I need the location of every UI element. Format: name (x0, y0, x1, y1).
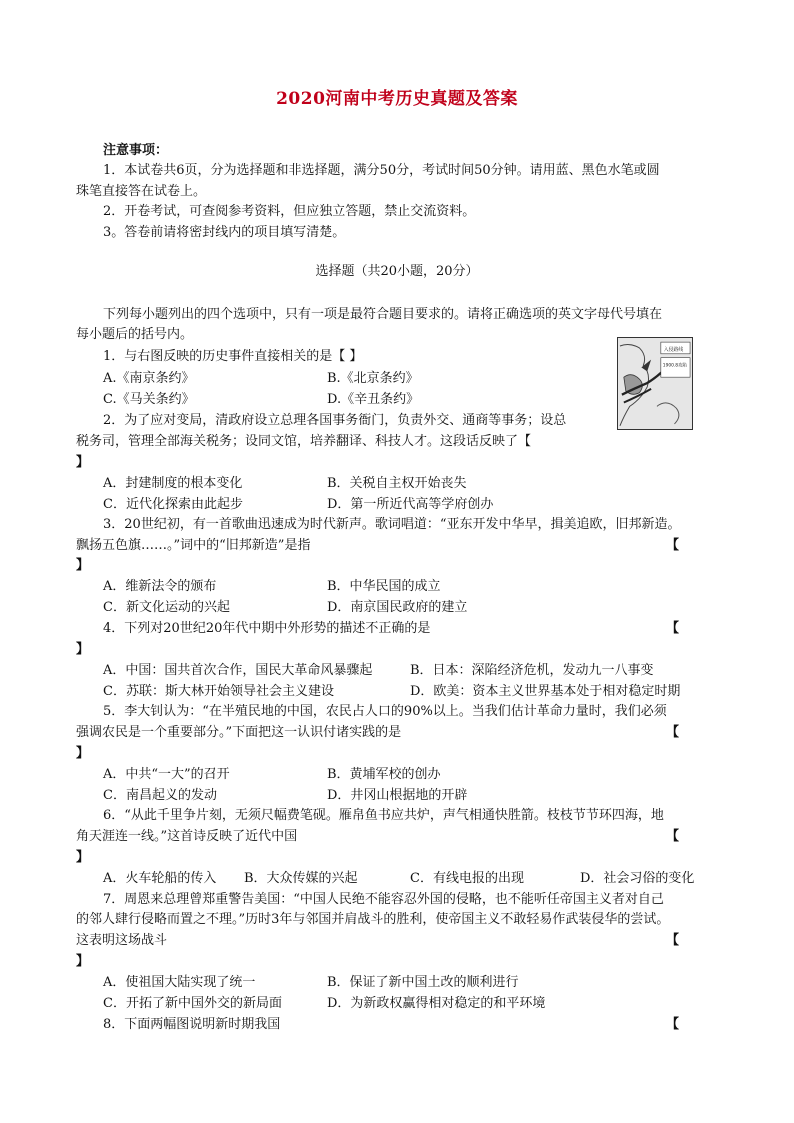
page-title: 2020河南中考历史真题及答案 (276, 89, 518, 109)
q3-stem: 3．20世纪初，有一首歌曲迅速成为时代新声。歌词唱道：“亚东开发中华早，揖美追欧，旧邦新造。 (103, 517, 681, 532)
q6-stem: 6．“从此千里争片刻，无须尺幅费笔砚。雁帛鱼书应共炉，声气相通快胜箭。枝枝节节环四海，地 (103, 808, 664, 823)
map-drawing (618, 338, 692, 429)
section-heading: 选择题（共20小题，20分） (315, 264, 479, 279)
q7-stem-cont: 的邻人肆行侵略而置之不理。”历时3年与邻国并肩战斗的胜利，使帝国主义不敢轻易作武装侵华的尝试。 (76, 912, 670, 927)
section-instructions-cont: 每小题后的括号内。 (76, 327, 194, 342)
q4-option-a[interactable]: A．中国：国共首次合作，国民大革命风暴骤起 (103, 663, 373, 678)
q5-option-b[interactable]: B．黄埔军校的创办 (327, 767, 441, 782)
q6-option-d[interactable]: D．社会习俗的变化 (580, 871, 695, 886)
q1-option-d[interactable]: D.《辛丑条约》 (327, 392, 420, 407)
notes-item-3: 3。答卷前请将密封线内的项目填写清楚。 (103, 225, 346, 240)
q8-answer-bracket-open[interactable]: 【 (666, 1017, 680, 1032)
map-legend-1: 入侵路线 (663, 346, 684, 353)
q2-stem: 2．为了应对变局，清政府设立总理各国事务衙门，负责外交、通商等事务；设总 (103, 413, 567, 428)
q1-stem: 1．与右图反映的历史事件直接相关的是【 】 (103, 349, 363, 364)
q5-option-a[interactable]: A．中共“一大”的召开 (103, 767, 230, 782)
q8-stem: 8．下面两幅图说明新时期我国 (103, 1017, 281, 1032)
q3-stem-cont: 飘扬五色旗……。”词中的“旧邦新造”是指 (76, 538, 311, 553)
q1-historical-map-image (617, 337, 693, 430)
q5-stem-cont: 强调农民是一个重要部分。”下面把这一认识付诸实践的是 (76, 725, 402, 740)
q1-option-b[interactable]: B.《北京条约》 (327, 371, 419, 386)
q5-option-d[interactable]: D．井冈山根据地的开辟 (327, 788, 468, 803)
q6-option-c[interactable]: C．有线电报的出现 (410, 871, 524, 886)
q2-stem-cont: 税务司，管理全部海关税务；设同文馆，培养翻译、科技人才。这段话反映了【 (76, 434, 532, 449)
q2-option-d[interactable]: D．第一所近代高等学府创办 (327, 497, 494, 512)
q7-option-d[interactable]: D．为新政权赢得相对稳定的和平环境 (327, 996, 546, 1011)
q7-stem-cont-2: 这表明这场战斗 (76, 933, 168, 948)
q4-answer-bracket-close: 】 (76, 642, 90, 657)
q4-answer-bracket-open[interactable]: 【 (666, 621, 680, 636)
q4-option-c[interactable]: C．苏联：斯大林开始领导社会主义建设 (103, 684, 334, 699)
q6-answer-bracket-open[interactable]: 【 (666, 829, 680, 844)
q2-option-c[interactable]: C．近代化探索由此起步 (103, 497, 243, 512)
q2-answer-bracket-close: 】 (76, 455, 90, 470)
notes-item-1-cont: 珠笔直接答在试卷上。 (76, 184, 207, 199)
notes-item-2: 2．开卷考试，可查阅参考资料，但应独立答题，禁止交流资料。 (103, 204, 476, 219)
notes-heading: 注意事项： (103, 143, 169, 158)
q7-option-a[interactable]: A．使祖国大陆实现了统一 (103, 975, 256, 990)
map-legend-2: 1900.8攻陷 (662, 363, 687, 369)
q3-option-b[interactable]: B．中华民国的成立 (327, 579, 441, 594)
q5-answer-bracket-open[interactable]: 【 (666, 725, 680, 740)
q7-stem: 7．周恩来总理曾郑重警告美国：“中国人民绝不能容忍外国的侵略，也不能听任帝国主义者对自己 (103, 892, 664, 907)
q6-option-a[interactable]: A．火车轮船的传入 (103, 871, 217, 886)
q1-option-a[interactable]: A.《南京条约》 (103, 371, 195, 386)
q3-option-a[interactable]: A．维新法令的颁布 (103, 579, 217, 594)
q4-option-d[interactable]: D．欧美：资本主义世界基本处于相对稳定时期 (410, 684, 681, 699)
notes-item-1: 1．本试卷共6页，分为选择题和非选择题，满分50分，考试时间50分钟。请用蓝、黑色水笔或圆 (103, 163, 660, 178)
q2-option-a[interactable]: A．封建制度的根本变化 (103, 476, 243, 491)
q1-option-c[interactable]: C.《马关条约》 (103, 392, 195, 407)
q7-answer-bracket-open[interactable]: 【 (666, 933, 680, 948)
q6-stem-cont: 角天涯连一线。”这首诗反映了近代中国 (76, 829, 298, 844)
q4-option-b[interactable]: B．日本：深陷经济危机，发动九一八事变 (410, 663, 654, 678)
q6-answer-bracket-close: 】 (76, 850, 90, 865)
q5-stem: 5．李大钊认为：“在半殖民地的中国，农民占人口的90%以上。当我们估计革命力量时，我们必须 (103, 704, 667, 719)
q3-answer-bracket-close: 】 (76, 558, 90, 573)
q3-answer-bracket-open[interactable]: 【 (666, 538, 680, 553)
q2-option-b[interactable]: B．关税自主权开始丧失 (327, 476, 467, 491)
q7-answer-bracket-close: 】 (76, 954, 90, 969)
q5-option-c[interactable]: C．南昌起义的发动 (103, 788, 217, 803)
q3-option-c[interactable]: C．新文化运动的兴起 (103, 600, 230, 615)
section-instructions: 下列每小题列出的四个选项中，只有一项是最符合题目要求的。请将正确选项的英文字母代号填在 (103, 307, 663, 322)
q7-option-b[interactable]: B．保证了新中国土改的顺利进行 (327, 975, 519, 990)
q4-stem: 4．下列对20世纪20年代中期中外形势的描述不正确的是 (103, 621, 431, 636)
q6-option-b[interactable]: B．大众传媒的兴起 (244, 871, 358, 886)
q3-option-d[interactable]: D．南京国民政府的建立 (327, 600, 468, 615)
q7-option-c[interactable]: C．开拓了新中国外交的新局面 (103, 996, 282, 1011)
q5-answer-bracket-close: 】 (76, 746, 90, 761)
